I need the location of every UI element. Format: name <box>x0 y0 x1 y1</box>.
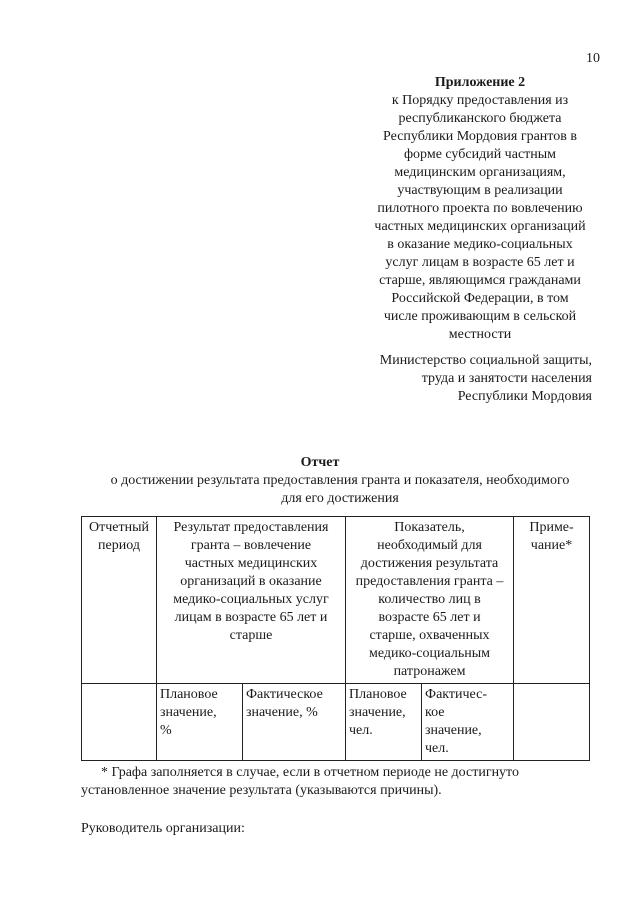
footnote-line: установленное значение результата (указываются причины). <box>81 783 442 798</box>
appendix-line: местности <box>448 327 512 342</box>
footnote-line: * Графа заполняется в случае, если в отчетном периоде не достигнуто <box>101 765 519 780</box>
header-result: Результат предоставления гранта – вовлечение частных медицинских организаций в оказание медико-социальных услуг лицам в возрасте 65 лет и старше <box>157 517 346 684</box>
ministry-addressee <box>320 352 592 406</box>
report-subtitle-line: для его достижения <box>281 491 399 506</box>
ministry-line: Министерство социальной защиты, <box>379 353 592 368</box>
report-title: Отчет <box>300 455 340 470</box>
report-table <box>81 516 590 761</box>
subheader-result-fact: Фактическое значение, % <box>243 684 346 761</box>
table-subheader-row <box>82 684 590 761</box>
report-subtitle-line: о достижении результата предоставления гранта и показателя, необходимого <box>110 473 570 488</box>
subheader-note-empty <box>514 684 590 761</box>
appendix-line: к Порядку предоставления из <box>391 93 569 108</box>
appendix-line: услуг лицам в возрасте 65 лет и <box>385 255 575 270</box>
appendix-line: медицинским организациям, <box>394 165 566 180</box>
appendix-block <box>345 74 615 344</box>
table-header-row <box>82 517 590 684</box>
subheader-indicator-plan: Плановое значение, чел. <box>346 684 422 761</box>
appendix-line: частных медицинских организаций <box>374 219 586 234</box>
appendix-line: участвующим в реализации <box>397 183 563 198</box>
appendix-line: форме субсидий частным <box>403 147 557 162</box>
ministry-line: труда и занятости населения <box>421 371 592 386</box>
subheader-period-empty <box>82 684 157 761</box>
appendix-line: Республики Мордовия грантов в <box>383 129 577 144</box>
head-of-organization-label: Руководитель организации: <box>81 821 245 836</box>
ministry-line: Республики Мордовия <box>457 389 592 404</box>
appendix-line: в оказание медико-социальных <box>387 237 573 252</box>
footnote <box>81 764 589 800</box>
appendix-title: Приложение 2 <box>434 75 526 90</box>
page-number: 10 <box>586 51 600 66</box>
header-period: Отчетный период <box>82 517 157 684</box>
header-indicator: Показатель, необходимый для достижения результата предоставления гранта – количество лиц в возрасте 65 лет и старше, охваченных медико-социальным патронажем <box>346 517 514 684</box>
appendix-line: старше, являющимся гражданами <box>379 273 581 288</box>
report-subtitle <box>60 472 620 508</box>
appendix-line: республиканского бюджета <box>398 111 562 126</box>
subheader-result-plan: Плановое значение, % <box>157 684 243 761</box>
header-note: Приме- чание* <box>514 517 590 684</box>
appendix-line: Российской Федерации, в том <box>391 291 569 306</box>
appendix-line: числе проживающим в сельской <box>383 309 577 324</box>
appendix-line: пилотного проекта по вовлечению <box>377 201 583 216</box>
subheader-indicator-fact: Фактичес- кое значение, чел. <box>422 684 514 761</box>
